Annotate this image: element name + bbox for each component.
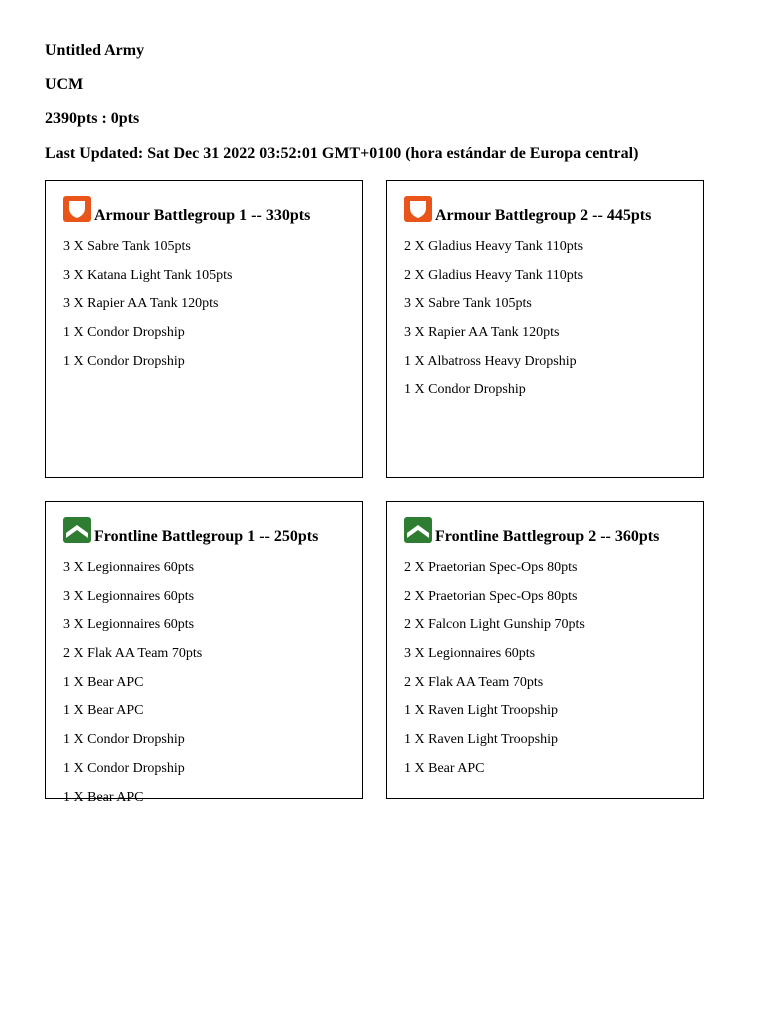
unit-entry: 1 X Bear APC: [63, 703, 144, 719]
unit-entry: 3 X Sabre Tank 105pts: [63, 239, 191, 254]
battlegroup-card: [45, 180, 363, 478]
unit-list: [404, 240, 583, 412]
unit-list: [404, 561, 585, 791]
battlegroup-header: [404, 517, 659, 543]
unit-entry: 1 X Raven Light Troopship: [404, 732, 559, 748]
unit-entry: 1 X Condor Dropship: [63, 353, 185, 369]
battlegroup-header: [63, 196, 310, 222]
points-summary: 2390pts : 0pts: [45, 110, 140, 127]
faction-label: UCM: [45, 76, 84, 93]
last-updated: Last Updated: Sat Dec 31 2022 03:52:01 GMT+0100 (hora estándar de Europa central): [45, 145, 639, 162]
unit-entry: 2 X Flak AA Team 70pts: [63, 646, 203, 662]
unit-entry: 1 X Condor Dropship: [63, 732, 185, 748]
unit-list: [63, 561, 202, 819]
battlegroup-header: [63, 517, 318, 543]
battlegroup-card: [386, 180, 704, 478]
unit-entry: 2 X Gladius Heavy Tank 110pts: [404, 239, 584, 254]
battlegroup-card: [45, 501, 363, 805]
battlegroup-title: Frontline Battlegroup 1 -- 250pts: [94, 528, 319, 545]
unit-entry: 2 X Gladius Heavy Tank 110pts: [404, 267, 584, 283]
unit-entry: 1 X Raven Light Troopship: [404, 703, 559, 719]
battlegroup-title: Armour Battlegroup 2 -- 445pts: [435, 207, 652, 224]
unit-entry: 3 X Legionnaires 60pts: [63, 560, 195, 575]
unit-entry: 1 X Bear APC: [63, 674, 144, 690]
unit-entry: 3 X Legionnaires 60pts: [63, 617, 195, 633]
unit-entry: 3 X Legionnaires 60pts: [404, 646, 536, 662]
unit-entry: 1 X Bear APC: [63, 789, 144, 805]
unit-entry: 1 X Condor Dropship: [404, 382, 526, 398]
unit-entry: 3 X Rapier AA Tank 120pts: [404, 325, 560, 341]
unit-entry: 1 X Condor Dropship: [63, 325, 185, 341]
unit-entry: 2 X Praetorian Spec-Ops 80pts: [404, 588, 578, 604]
battlegroup-card: [386, 501, 704, 799]
unit-entry: 3 X Legionnaires 60pts: [63, 588, 195, 604]
armour-shield-icon: [404, 196, 432, 222]
armour-shield-icon: [63, 196, 91, 222]
army-title: Untitled Army: [45, 42, 145, 59]
unit-entry: 2 X Praetorian Spec-Ops 80pts: [404, 560, 578, 575]
unit-list: [63, 240, 232, 383]
unit-entry: 3 X Sabre Tank 105pts: [404, 296, 532, 312]
frontline-chevron-icon: [404, 517, 432, 543]
battlegroup-title: Armour Battlegroup 1 -- 330pts: [94, 207, 311, 224]
unit-entry: 1 X Bear APC: [404, 760, 485, 776]
frontline-chevron-icon: [63, 517, 91, 543]
unit-entry: 2 X Falcon Light Gunship 70pts: [404, 617, 585, 633]
unit-entry: 1 X Condor Dropship: [63, 760, 185, 776]
unit-entry: 2 X Flak AA Team 70pts: [404, 674, 544, 690]
unit-entry: 1 X Albatross Heavy Dropship: [404, 353, 577, 369]
unit-entry: 3 X Katana Light Tank 105pts: [63, 267, 233, 283]
battlegroup-title: Frontline Battlegroup 2 -- 360pts: [435, 528, 660, 545]
battlegroup-header: [404, 196, 651, 222]
unit-entry: 3 X Rapier AA Tank 120pts: [63, 296, 219, 312]
